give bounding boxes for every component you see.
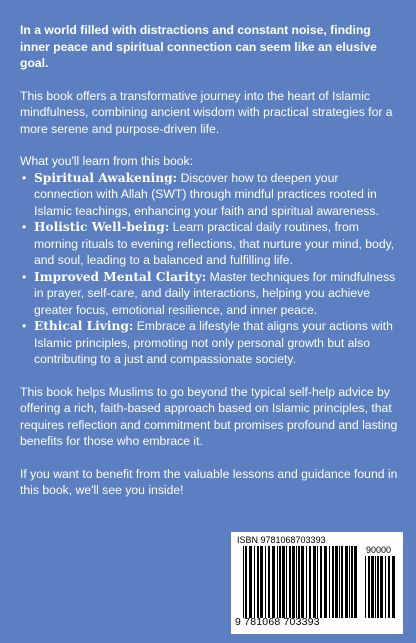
barcode-bar xyxy=(309,546,311,618)
barcode-bar xyxy=(392,556,395,618)
learn-heading: What you'll learn from this book: xyxy=(20,154,194,168)
barcode-bar xyxy=(377,556,379,618)
barcode-bar xyxy=(317,546,318,618)
barcode-bar xyxy=(282,546,285,618)
lead-paragraph: In a world filled with distractions and constant noise, finding inner peace and spiritual connection can seem like an elusive goal. xyxy=(20,23,377,70)
barcode-bar xyxy=(368,556,370,618)
barcode-bar xyxy=(313,546,316,618)
bullet-icon: • xyxy=(22,319,27,333)
item-title: Spiritual Awakening: xyxy=(34,170,178,185)
barcode-bar xyxy=(365,556,366,618)
item-title: Improved Mental Clarity: xyxy=(34,269,207,284)
barcode-bar xyxy=(306,546,307,618)
intro-paragraph: This book offers a transformative journey into the heart of Islamic mindfulness, combining ancient wisdom with practical strategies for a more serene and purpose-driven life. xyxy=(20,88,393,136)
isbn-barcode xyxy=(231,532,403,634)
list-item xyxy=(22,269,398,319)
bullet-icon: • xyxy=(22,269,27,284)
barcode-bar xyxy=(286,546,287,618)
barcode-bar xyxy=(349,546,350,618)
barcode-bar xyxy=(380,556,383,618)
barcode-bar xyxy=(254,546,255,618)
list-item xyxy=(22,318,398,368)
barcode-bar xyxy=(265,546,266,618)
item-text: Embrace a lifestyle that aligns your actions with Islamic principles, promoting not only personal growth but also contributing to a just and compassionate society. xyxy=(34,319,393,366)
barcode-bar xyxy=(345,546,348,618)
bullet-icon: • xyxy=(22,170,27,185)
barcode-bar xyxy=(354,546,357,618)
barcode-bar xyxy=(279,546,281,618)
barcode-bar xyxy=(277,546,278,618)
barcode-digits: 9 781068 703393 xyxy=(235,616,320,628)
barcode-bar xyxy=(375,556,376,618)
barcode-bar xyxy=(388,556,390,618)
barcode-bars-icon xyxy=(243,546,359,618)
barcode-bar xyxy=(341,546,343,618)
barcode-bar xyxy=(329,546,330,618)
body-paragraph: This book helps Muslims to go beyond the typical self-help advice by offering a rich, faith-based approach based on Islamic principles, that requires reflection and commitment but promises profound and lasting benefits for those who embrace it. xyxy=(20,384,398,448)
barcode-bar xyxy=(320,546,322,618)
closing-paragraph: If you want to benefit from the valuable lessons and guidance found in this book, we'll see you inside! xyxy=(20,466,398,497)
barcode-bar xyxy=(260,546,263,618)
barcode-bar xyxy=(324,546,327,618)
item-text: Discover how to deepen your connection with Allah (SWT) through mindful practices rooted in Islamic teachings, enhancing your faith and spiritual awareness. xyxy=(34,170,379,218)
barcode-bar xyxy=(298,546,300,618)
barcode-bar xyxy=(296,546,297,618)
barcode-bar xyxy=(289,546,291,618)
price-code: 90000 xyxy=(366,545,392,555)
barcode-bar xyxy=(371,556,374,618)
barcode-bar xyxy=(272,546,275,618)
addon-bars-icon xyxy=(365,556,397,618)
barcode-bar xyxy=(292,546,295,618)
item-title: Ethical Living: xyxy=(34,319,134,333)
barcode-bar xyxy=(249,546,252,618)
learn-list xyxy=(20,170,398,368)
item-text: Learn practical daily routines, from morning rituals to evening reflections, that nurture your mind, body, and soul, leading to a balanced and fulfilling life. xyxy=(34,220,395,267)
item-title: Holistic Well-being: xyxy=(34,220,170,234)
list-item xyxy=(22,170,398,220)
barcode-bar xyxy=(268,546,270,618)
barcode-bar xyxy=(385,556,386,618)
barcode-bar xyxy=(351,546,353,618)
bullet-icon: • xyxy=(22,220,27,234)
barcode-bar xyxy=(339,546,340,618)
barcode-bar xyxy=(243,546,244,618)
barcode-bar xyxy=(332,546,334,618)
item-text: Master techniques for mindfulness in prayer, self-care, and daily interactions, helping you achieve greater focus, emotional resilience, and inner peace. xyxy=(34,269,396,317)
isbn-label: ISBN 9781068703393 xyxy=(237,535,326,545)
list-item xyxy=(22,219,398,269)
barcode-bar xyxy=(335,546,338,618)
back-cover-text xyxy=(20,22,398,515)
barcode-bar xyxy=(245,546,247,618)
barcode-bar xyxy=(301,546,304,618)
barcode-bar xyxy=(257,546,259,618)
